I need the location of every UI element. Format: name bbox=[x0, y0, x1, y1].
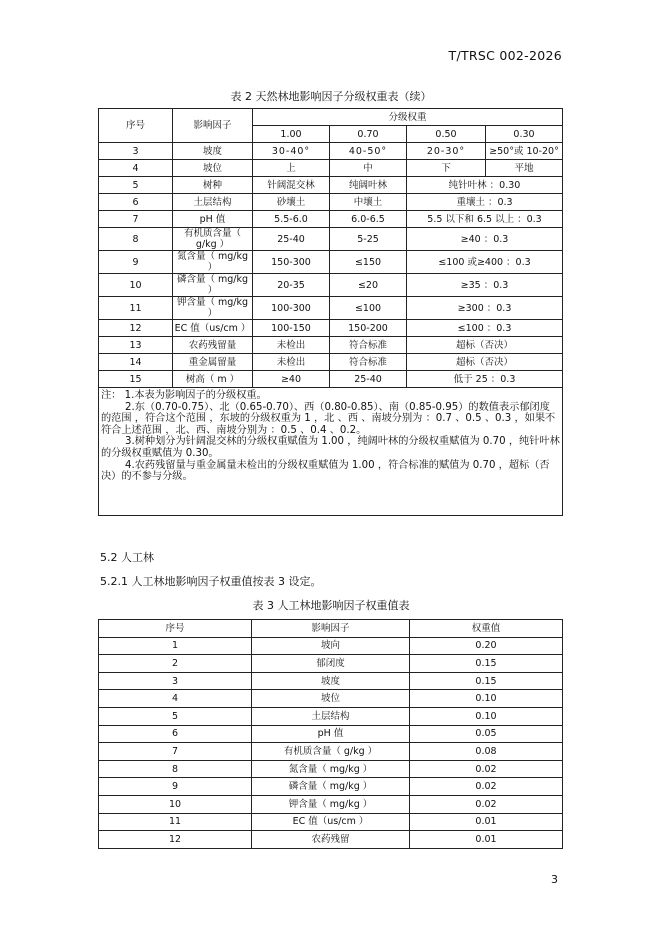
table3-cell: 坡度 bbox=[252, 672, 410, 690]
table2-cell: 10 bbox=[99, 274, 173, 297]
table2-cell: 30-40° bbox=[253, 143, 330, 160]
table2-cell: 上 bbox=[253, 160, 330, 177]
table3-cell: 0.20 bbox=[410, 637, 563, 655]
table2-notes bbox=[99, 388, 563, 516]
table3-cell: 10 bbox=[99, 795, 252, 813]
table3-cell: EC 值（us/cm ） bbox=[252, 813, 410, 831]
table3-cell: 0.10 bbox=[410, 707, 563, 725]
table2-notes-row bbox=[99, 388, 563, 516]
table2-cell: ≥40 bbox=[253, 371, 330, 388]
section-heading-5-2: 5.2 人工林 bbox=[100, 551, 154, 564]
table2-row bbox=[99, 194, 563, 211]
table2-cell: ≤20 bbox=[330, 274, 407, 297]
table2-cell: 13 bbox=[99, 337, 173, 354]
table2-cell: 5-25 bbox=[330, 228, 407, 251]
table2-cell: 未检出 bbox=[253, 354, 330, 371]
table2-cell: 中 bbox=[330, 160, 407, 177]
table3-header-no: 序号 bbox=[99, 620, 252, 638]
table2-row bbox=[99, 228, 563, 251]
table2-cell: 9 bbox=[99, 251, 173, 274]
table3-cell: 氮含量（ mg/kg ） bbox=[252, 760, 410, 778]
table2-caption: 表 2 天然林地影响因子分级权重表（续） bbox=[230, 90, 432, 103]
document-header: T/TRSC 002-2026 bbox=[448, 48, 562, 63]
page-number: 3 bbox=[551, 873, 558, 886]
table2-header-no: 序号 bbox=[99, 109, 173, 143]
table2-cell: 15 bbox=[99, 371, 173, 388]
table3-row bbox=[99, 690, 563, 708]
table2-row bbox=[99, 143, 563, 160]
table3-cell: 有机质含量（ g/kg ） bbox=[252, 743, 410, 761]
table2-cell: ≤100 ：0.3 bbox=[407, 320, 563, 337]
table3-cell: 2 bbox=[99, 655, 252, 673]
table3-row bbox=[99, 743, 563, 761]
table2-cell: ≤100 或≥400 ：0.3 bbox=[407, 251, 563, 274]
table2-cell: 20-30° bbox=[407, 143, 486, 160]
table2-cell: 符合标准 bbox=[330, 337, 407, 354]
table3-cell: 0.15 bbox=[410, 672, 563, 690]
table3-cell: 3 bbox=[99, 672, 252, 690]
table2-header-weight: 0.30 bbox=[486, 126, 563, 143]
table3-cell: 0.08 bbox=[410, 743, 563, 761]
table3-cell: 0.02 bbox=[410, 795, 563, 813]
table3-cell: 郁闭度 bbox=[252, 655, 410, 673]
table2-cell: 钾含量（ mg/kg ） bbox=[173, 297, 253, 320]
table2-cell: pH 值 bbox=[173, 211, 253, 228]
table2-cell: 12 bbox=[99, 320, 173, 337]
table2-cell: 100-300 bbox=[253, 297, 330, 320]
table3-cell: 坡位 bbox=[252, 690, 410, 708]
table2-cell: 8 bbox=[99, 228, 173, 251]
table2-cell: 100-150 bbox=[253, 320, 330, 337]
table2-row bbox=[99, 177, 563, 194]
table2-cell: 平地 bbox=[486, 160, 563, 177]
table2-cell: 25-40 bbox=[330, 371, 407, 388]
table2-header-weight-group: 分级权重 bbox=[253, 109, 563, 126]
table2-cell: 符合标准 bbox=[330, 354, 407, 371]
table2-cell: 坡位 bbox=[173, 160, 253, 177]
table2-cell: 25-40 bbox=[253, 228, 330, 251]
table3-cell: 0.01 bbox=[410, 831, 563, 849]
table2-cell: 树种 bbox=[173, 177, 253, 194]
table2-cell: ≥50°或 10-20° bbox=[486, 143, 563, 160]
table2-cell: 氮含量（ mg/kg ） bbox=[173, 251, 253, 274]
table2-cell: ≥40 ：0.3 bbox=[407, 228, 563, 251]
table3-cell: 0.02 bbox=[410, 778, 563, 796]
table2-cell: 下 bbox=[407, 160, 486, 177]
table3-header-weight: 权重值 bbox=[410, 620, 563, 638]
table2-cell: 重壤土 ：0.3 bbox=[407, 194, 563, 211]
table3-cell: 5 bbox=[99, 707, 252, 725]
table2-cell: ≥300 ：0.3 bbox=[407, 297, 563, 320]
table3-row bbox=[99, 725, 563, 743]
section-paragraph-5-2-1: 5.2.1 人工林地影响因子权重值按表 3 设定。 bbox=[100, 575, 322, 588]
table2-row bbox=[99, 211, 563, 228]
table2-cell: 150-200 bbox=[330, 320, 407, 337]
table3-row bbox=[99, 795, 563, 813]
table2-cell: 6 bbox=[99, 194, 173, 211]
table2-cell: EC 值（us/cm ） bbox=[173, 320, 253, 337]
table2-cell: 5.5-6.0 bbox=[253, 211, 330, 228]
table2-cell: 砂壤土 bbox=[253, 194, 330, 211]
table3-cell: 1 bbox=[99, 637, 252, 655]
table2-note: 2.东（0.70-0.75）、北（0.65-0.70）、西（0.80-0.85）、南（0.85-0.95）的数值表示郁闭度的范围 ，符合这个范围 ，东坡的分级权重为 1 ，北 、西 、南坡分别为 ：0.7 、0.5 、0.3 ，如果不符合上述范围 ，北、西、南坡分别为 ：0.5 、0.4 、0.2。 bbox=[101, 401, 556, 436]
table3-cell: 4 bbox=[99, 690, 252, 708]
table2-cell: 农药残留量 bbox=[173, 337, 253, 354]
table2-row bbox=[99, 160, 563, 177]
table2-header-weight: 0.70 bbox=[330, 126, 407, 143]
table2-cell: 5.5 以下和 6.5 以上 ：0.3 bbox=[407, 211, 563, 228]
table3-caption: 表 3 人工林地影响因子权重值表 bbox=[252, 599, 410, 612]
table3-cell: 0.15 bbox=[410, 655, 563, 673]
table2-cell: ≥35 ：0.3 bbox=[407, 274, 563, 297]
table2-note: 4.农药残留量与重金属量未检出的分级权重赋值为 1.00 ，符合标准的赋值为 0.70 ，超标（否决）的不参与分级。 bbox=[101, 459, 550, 483]
table2-cell: 超标（否决） bbox=[407, 337, 563, 354]
table3-row bbox=[99, 813, 563, 831]
table2-cell: 纯针叶林 ：0.30 bbox=[407, 177, 563, 194]
table2-cell: 3 bbox=[99, 143, 173, 160]
table3-row bbox=[99, 760, 563, 778]
table3-cell: 6 bbox=[99, 725, 252, 743]
table3-cell: 0.01 bbox=[410, 813, 563, 831]
table3 bbox=[98, 619, 563, 849]
table3-cell: 8 bbox=[99, 760, 252, 778]
table3-cell: 磷含量（ mg/kg ） bbox=[252, 778, 410, 796]
table3-row bbox=[99, 672, 563, 690]
table2-cell: 纯阔叶林 bbox=[330, 177, 407, 194]
table2-cell: 土层结构 bbox=[173, 194, 253, 211]
table3-row bbox=[99, 831, 563, 849]
table2-row bbox=[99, 274, 563, 297]
table2-row bbox=[99, 297, 563, 320]
table3-cell: 坡向 bbox=[252, 637, 410, 655]
table3-cell: 0.10 bbox=[410, 690, 563, 708]
table3-cell: 9 bbox=[99, 778, 252, 796]
table2-row bbox=[99, 371, 563, 388]
table2-row bbox=[99, 354, 563, 371]
table2-cell: 40-50° bbox=[330, 143, 407, 160]
table3-row bbox=[99, 655, 563, 673]
table2-cell: 坡度 bbox=[173, 143, 253, 160]
table3-row bbox=[99, 778, 563, 796]
table2-cell: 中壤土 bbox=[330, 194, 407, 211]
table2-cell: ≤100 bbox=[330, 297, 407, 320]
table2-cell: ≤150 bbox=[330, 251, 407, 274]
table2-header-weight: 0.50 bbox=[407, 126, 486, 143]
table3-header-factor: 影响因子 bbox=[252, 620, 410, 638]
table2-cell: 超标（否决） bbox=[407, 354, 563, 371]
table2-cell: 150-300 bbox=[253, 251, 330, 274]
table3-cell: 钾含量（ mg/kg ） bbox=[252, 795, 410, 813]
table2-header-weight: 1.00 bbox=[253, 126, 330, 143]
table2-cell: 6.0-6.5 bbox=[330, 211, 407, 228]
table2-row bbox=[99, 251, 563, 274]
table2-cell: 有机质含量（ g/kg ） bbox=[173, 228, 253, 251]
table3-cell: pH 值 bbox=[252, 725, 410, 743]
table3-row bbox=[99, 707, 563, 725]
table2-cell: 树高（ m ） bbox=[173, 371, 253, 388]
table2-cell: 20-35 bbox=[253, 274, 330, 297]
table2-header-factor: 影响因子 bbox=[173, 109, 253, 143]
table3-cell: 11 bbox=[99, 813, 252, 831]
table3-cell: 土层结构 bbox=[252, 707, 410, 725]
table2-note: 注： 1.本表为影响因子的分级权重。 bbox=[101, 390, 267, 401]
table2-cell: 重金属留量 bbox=[173, 354, 253, 371]
table2-cell: 7 bbox=[99, 211, 173, 228]
table2-cell: 磷含量（ mg/kg ） bbox=[173, 274, 253, 297]
table2-row bbox=[99, 337, 563, 354]
table2-cell: 14 bbox=[99, 354, 173, 371]
table2-cell: 4 bbox=[99, 160, 173, 177]
table2-note: 3.树种划分为针阔混交林的分级权重赋值为 1.00 ，纯阔叶林的分级权重赋值为 0.70 ，纯针叶林的分级权重赋值为 0.30。 bbox=[101, 436, 560, 459]
table2-cell: 针阔混交林 bbox=[253, 177, 330, 194]
table2-cell: 未检出 bbox=[253, 337, 330, 354]
table2-cell: 5 bbox=[99, 177, 173, 194]
table3-cell: 农药残留 bbox=[252, 831, 410, 849]
table2-cell: 低于 25 ：0.3 bbox=[407, 371, 563, 388]
table2-row bbox=[99, 320, 563, 337]
table3-cell: 7 bbox=[99, 743, 252, 761]
table2 bbox=[98, 108, 563, 516]
table3-row bbox=[99, 637, 563, 655]
table3-cell: 0.02 bbox=[410, 760, 563, 778]
table3-cell: 0.05 bbox=[410, 725, 563, 743]
table2-cell: 11 bbox=[99, 297, 173, 320]
table3-cell: 12 bbox=[99, 831, 252, 849]
